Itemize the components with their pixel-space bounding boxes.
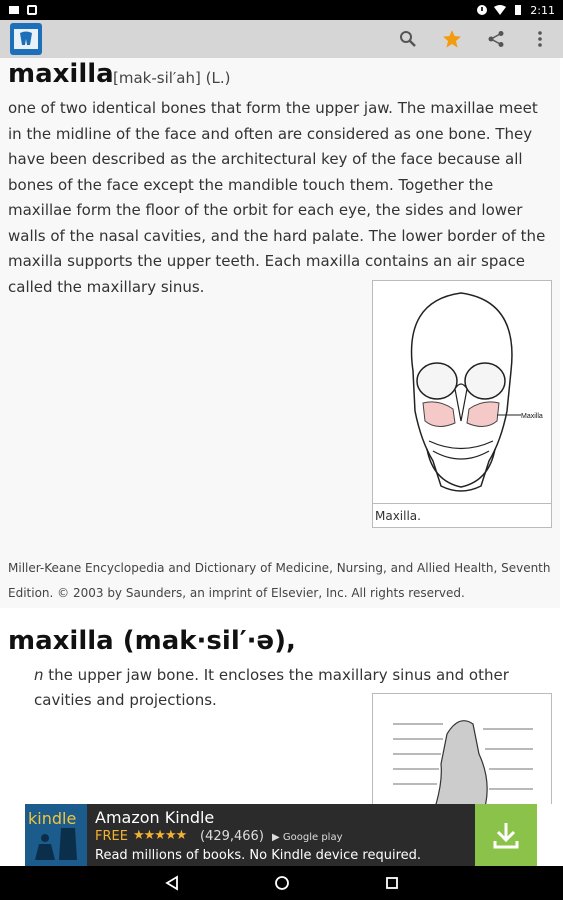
- overflow-menu-icon: [537, 30, 543, 48]
- share-button[interactable]: [483, 26, 509, 52]
- recent-apps-button[interactable]: [382, 873, 402, 893]
- home-button[interactable]: [272, 873, 292, 893]
- entry-definition: one of two identical bones that form the upper jaw. The maxillae meet in the midline of the face and often are considered as one bone. They have been described as the architectural key of the face because all bones of the face except the mandible touch them. Together the maxillae form the floor of the orbit for each eye, the sides and lower walls of the nasal cavities, and the hard palate. The lower border of the maxilla supports the upper teeth. Each maxilla contains an air space called the maxillary sinus.: [8, 99, 546, 296]
- google-play-label: Google play: [282, 832, 343, 843]
- search-button[interactable]: [395, 26, 421, 52]
- notification-app-icon: [26, 4, 38, 16]
- battery-icon: [512, 4, 524, 16]
- ad-description: Read millions of books. No Kindle device required.: [95, 848, 422, 863]
- back-button[interactable]: [162, 873, 182, 893]
- ad-rating-count: (429,466): [200, 829, 264, 844]
- part-of-speech: n: [34, 666, 44, 684]
- entry-term: maxilla: [8, 59, 114, 89]
- ad-title: Amazon Kindle: [95, 808, 215, 827]
- action-bar: [0, 20, 563, 58]
- notification-image-icon: [8, 4, 20, 16]
- reading-figure-icon: [25, 804, 87, 866]
- recent-apps-icon: [384, 875, 400, 891]
- search-icon: [399, 30, 417, 48]
- entry-source: Miller-Keane Encyclopedia and Dictionary of Medicine, Nursing, and Allied Health, Seventh Edition. © 2003 by Saunders, an imprint of Elsevier, Inc. All rights reserved.: [8, 561, 551, 600]
- play-icon: ▶: [272, 832, 280, 843]
- share-icon: [487, 30, 505, 48]
- download-icon: [490, 819, 522, 851]
- kindle-logo[interactable]: [25, 804, 87, 866]
- download-button[interactable]: [475, 804, 537, 866]
- figure-label: Maxilla: [521, 413, 543, 420]
- kindle-logo-text: kindle: [28, 809, 77, 828]
- google-play-badge: [272, 832, 343, 843]
- maxilla-figure[interactable]: [372, 693, 552, 804]
- app-logo-icon[interactable]: [10, 23, 42, 55]
- skull-figure[interactable]: [372, 280, 552, 528]
- figure-caption: Maxilla.: [373, 503, 551, 527]
- back-icon: [164, 875, 180, 891]
- navigation-bar: [0, 866, 563, 900]
- home-icon: [274, 875, 290, 891]
- clock: 2:11: [530, 3, 555, 17]
- definition-text: the upper jaw bone. It encloses the maxillary sinus and other cavities and projections.: [34, 666, 509, 709]
- ad-rating-stars: ★★★★★: [133, 828, 187, 843]
- entry-pronunciation: [mak-sil′ah] (L.): [113, 69, 231, 87]
- content-area[interactable]: [0, 58, 563, 804]
- wifi-icon: [494, 4, 506, 16]
- ad-price: FREE: [95, 829, 128, 844]
- maxilla-illustration: [373, 694, 551, 804]
- overflow-menu-button[interactable]: [527, 26, 553, 52]
- status-bar: [0, 0, 563, 20]
- favorite-button[interactable]: [439, 26, 465, 52]
- entry-term: maxilla (mak·sil′·ə),: [8, 626, 296, 656]
- alarm-icon: [476, 4, 488, 16]
- entry-card: [0, 58, 560, 608]
- star-icon: [442, 29, 462, 49]
- skull-illustration: [373, 281, 549, 501]
- ad-banner[interactable]: [25, 804, 537, 866]
